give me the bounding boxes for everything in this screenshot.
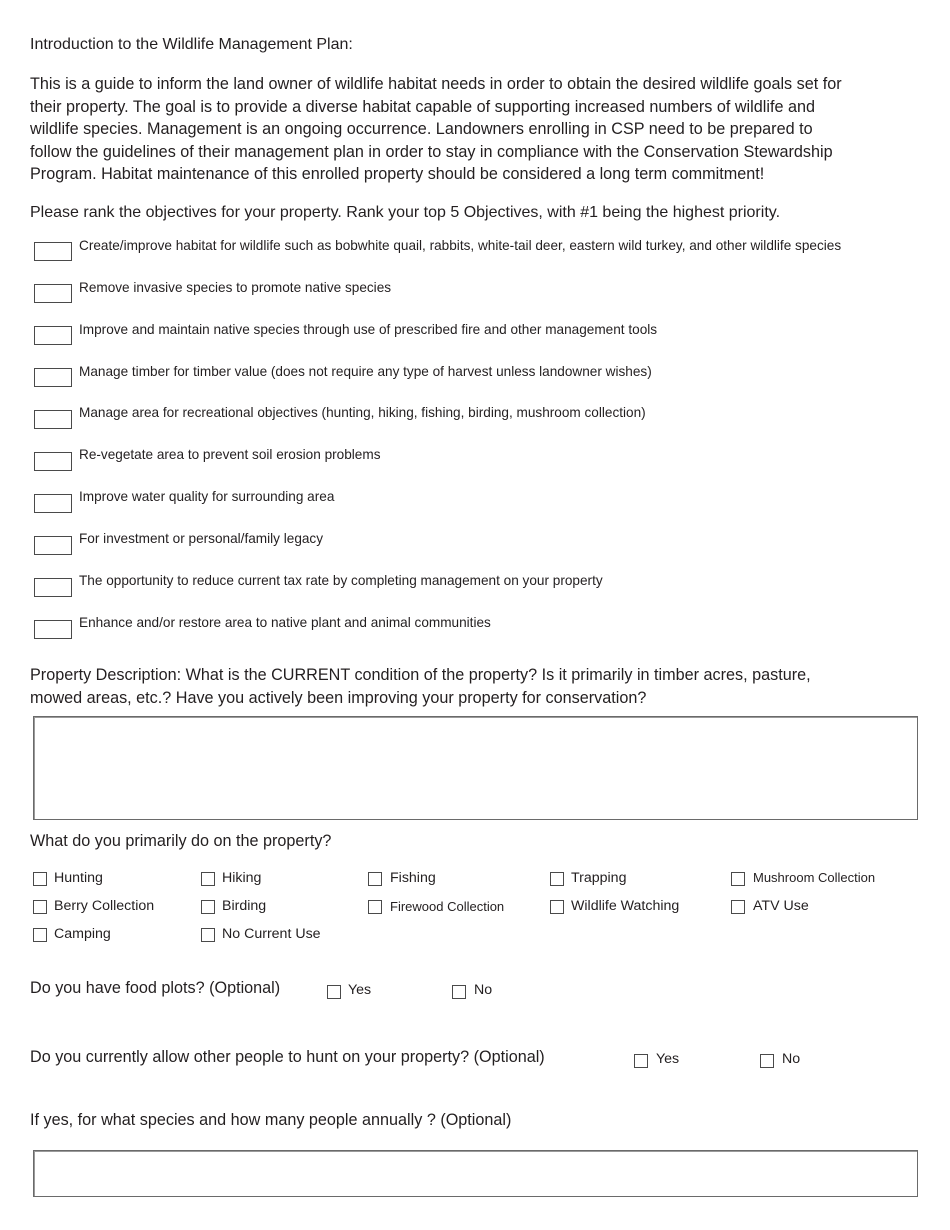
activity-mushroom-collection-label: Mushroom Collection (753, 870, 876, 885)
activities-prompt: What do you primarily do on the property? (30, 832, 332, 850)
objective-rank-input-10[interactable] (34, 620, 72, 639)
activity-atv-use-label: ATV Use (753, 898, 809, 914)
intro-line: follow the guidelines of their management plan in order to stay in compliance with the Conservation Stewardship (30, 142, 833, 161)
objective-rank-input-5[interactable] (34, 410, 72, 429)
activity-trapping-checkbox[interactable] (550, 872, 564, 886)
intro-line: Program. Habitat maintenance of this enrolled property should be considered a long term commitment! (30, 165, 765, 183)
objective-label-3: Improve and maintain native species through use of prescribed fire and other management tools (79, 322, 658, 337)
activity-camping-label: Camping (54, 926, 111, 942)
activity-no-current-use-checkbox[interactable] (201, 928, 215, 942)
objective-label-10: Enhance and/or restore area to native plant and animal communities (79, 615, 491, 630)
prompt-line: mowed areas, etc.? Have you actively been improving your property for conservation? (30, 688, 647, 707)
objective-label-2: Remove invasive species to promote native species (79, 280, 392, 295)
objective-label-9: The opportunity to reduce current tax rate by completing management on your property (79, 573, 603, 588)
food-plots-no-checkbox[interactable] (452, 985, 466, 999)
allow-hunting-yes-label: Yes (656, 1051, 680, 1067)
objective-rank-input-3[interactable] (34, 326, 72, 345)
activity-mushroom-collection-checkbox[interactable] (731, 872, 745, 886)
objective-rank-input-4[interactable] (34, 368, 72, 387)
objective-label-7: Improve water quality for surrounding area (79, 489, 335, 504)
intro-line: This is a guide to inform the land owner of wildlife habitat needs in order to obtain the desired wildlife goals set for (30, 75, 842, 93)
objective-rank-input-1[interactable] (34, 242, 72, 261)
activity-trapping-label: Trapping (571, 870, 627, 886)
activity-no-current-use-label: No Current Use (222, 926, 321, 942)
allow-hunting-no-label: No (782, 1051, 801, 1067)
activity-fishing-checkbox[interactable] (368, 872, 382, 886)
objective-rank-input-7[interactable] (34, 494, 72, 513)
intro-line: their property. The goal is to provide a diverse habitat capable of supporting increased numbers of wildlife and (30, 97, 815, 116)
objective-label-1: Create/improve habitat for wildlife such as bobwhite quail, rabbits, white-tail deer, eastern wild turkey, and other wildlife species (79, 238, 842, 253)
prompt-line: Property Description: What is the CURRENT condition of the property? Is it primarily in timber acres, pasture, (30, 666, 811, 684)
food-plots-yes-label: Yes (348, 982, 372, 998)
activity-hunting-checkbox[interactable] (33, 872, 47, 886)
objective-rank-input-9[interactable] (34, 578, 72, 597)
property-description-textarea[interactable] (33, 716, 918, 820)
species-count-textarea[interactable] (33, 1150, 918, 1197)
intro-line: wildlife species. Management is an ongoing occurrence. Landowners enrolling in CSP need to be prepared to (30, 120, 813, 138)
activity-firewood-collection-checkbox[interactable] (368, 900, 382, 914)
activity-wildlife-watching-label: Wildlife Watching (571, 898, 680, 914)
activity-firewood-collection-label: Firewood Collection (390, 899, 505, 914)
intro-title: Introduction to the Wildlife Management Plan: (30, 36, 353, 53)
activity-hunting-label: Hunting (54, 870, 103, 886)
food-plots-yes-checkbox[interactable] (327, 985, 341, 999)
activity-birding-checkbox[interactable] (201, 900, 215, 914)
allow-hunting-prompt: Do you currently allow other people to hunt on your property? (Optional) (30, 1048, 545, 1066)
activity-atv-use-checkbox[interactable] (731, 900, 745, 914)
food-plots-no-label: No (474, 982, 493, 998)
intro-paragraph (30, 73, 925, 186)
activity-wildlife-watching-checkbox[interactable] (550, 900, 564, 914)
objective-rank-input-8[interactable] (34, 536, 72, 555)
allow-hunting-yes-checkbox[interactable] (634, 1054, 648, 1068)
objective-rank-input-6[interactable] (34, 452, 72, 471)
food-plots-prompt: Do you have food plots? (Optional) (30, 979, 281, 997)
objective-label-6: Re-vegetate area to prevent soil erosion problems (79, 447, 381, 462)
activity-birding-label: Birding (222, 898, 267, 914)
property-description-prompt (30, 664, 920, 709)
activity-camping-checkbox[interactable] (33, 928, 47, 942)
activity-hiking-checkbox[interactable] (201, 872, 215, 886)
activity-berry-collection-label: Berry Collection (54, 898, 155, 914)
species-count-prompt: If yes, for what species and how many people annually ? (Optional) (30, 1111, 512, 1129)
objective-label-8: For investment or personal/family legacy (79, 531, 324, 546)
objective-label-4: Manage timber for timber value (does not require any type of harvest unless landowner wishes) (79, 364, 652, 379)
activity-hiking-label: Hiking (222, 870, 262, 886)
activity-fishing-label: Fishing (390, 870, 436, 886)
allow-hunting-no-checkbox[interactable] (760, 1054, 774, 1068)
rank-objectives-prompt: Please rank the objectives for your property. Rank your top 5 Objectives, with #1 being the highest priority. (30, 204, 781, 221)
objective-label-5: Manage area for recreational objectives (hunting, hiking, fishing, birding, mushroom collection) (79, 405, 646, 420)
objective-rank-input-2[interactable] (34, 284, 72, 303)
activity-berry-collection-checkbox[interactable] (33, 900, 47, 914)
